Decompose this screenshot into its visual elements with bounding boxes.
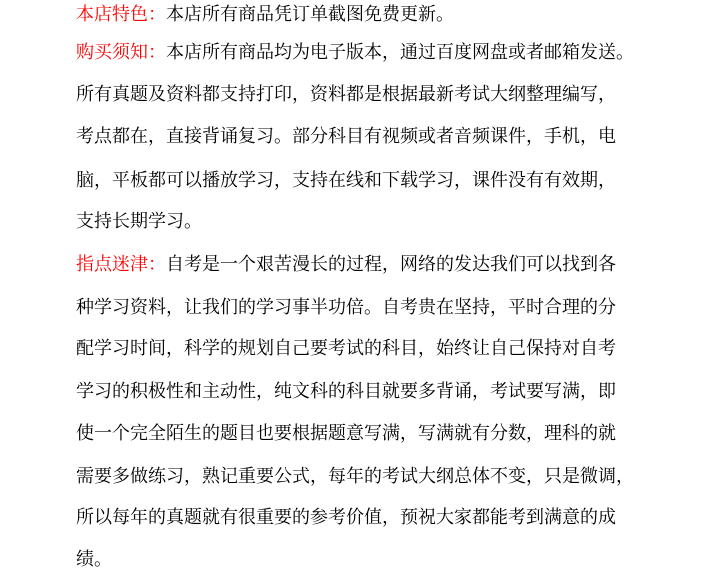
guidance-line: 种学习资料，让我们的学习事半功倍。自考贵在坚持，平时合理的分: [76, 297, 616, 318]
purchase-notes-line: 支持长期学习。: [76, 211, 202, 232]
guidance-line: 学习的积极性和主动性，纯文科的科目就要多背诵，考试要写满，即: [76, 381, 616, 402]
guidance-line: 配学习时间，科学的规划自己要考试的科目，始终让自己保持对自考: [76, 338, 616, 359]
guidance-line: 自考是一个艰苦漫长的过程，网络的发达我们可以找到各: [166, 254, 616, 275]
paragraph-guidance: [76, 255, 616, 275]
guidance-line: 需要多做练习，熟记重要公式，每年的考试大纲总体不变，只是微调，: [76, 466, 634, 487]
store-features-text: 本店所有商品凭订单截图免费更新。: [166, 4, 454, 25]
guidance-line: 绩。: [76, 549, 112, 570]
guidance-label: 指点迷津：: [76, 254, 166, 275]
purchase-notes-line: 脑，平板都可以播放学习，支持在线和下载学习，课件没有有效期，: [76, 170, 616, 191]
paragraph-store-features: [76, 5, 454, 25]
purchase-notes-line: 本店所有商品均为电子版本，通过百度网盘或者邮箱发送。: [166, 42, 634, 63]
purchase-notes-label: 购买须知：: [76, 42, 166, 63]
guidance-line: 所以每年的真题就有很重要的参考价值，预祝大家都能考到满意的成: [76, 507, 616, 528]
purchase-notes-line: 考点都在，直接背诵复习。部分科目有视频或者音频课件，手机，电: [76, 126, 616, 147]
purchase-notes-line: 所有真题及资料都支持打印，资料都是根据最新考试大纲整理编写，: [76, 84, 616, 105]
paragraph-purchase-notes: [76, 43, 634, 63]
store-features-label: 本店特色：: [76, 4, 166, 25]
guidance-line: 使一个完全陌生的题目也要根据题意写满，写满就有分数，理科的就: [76, 423, 616, 444]
